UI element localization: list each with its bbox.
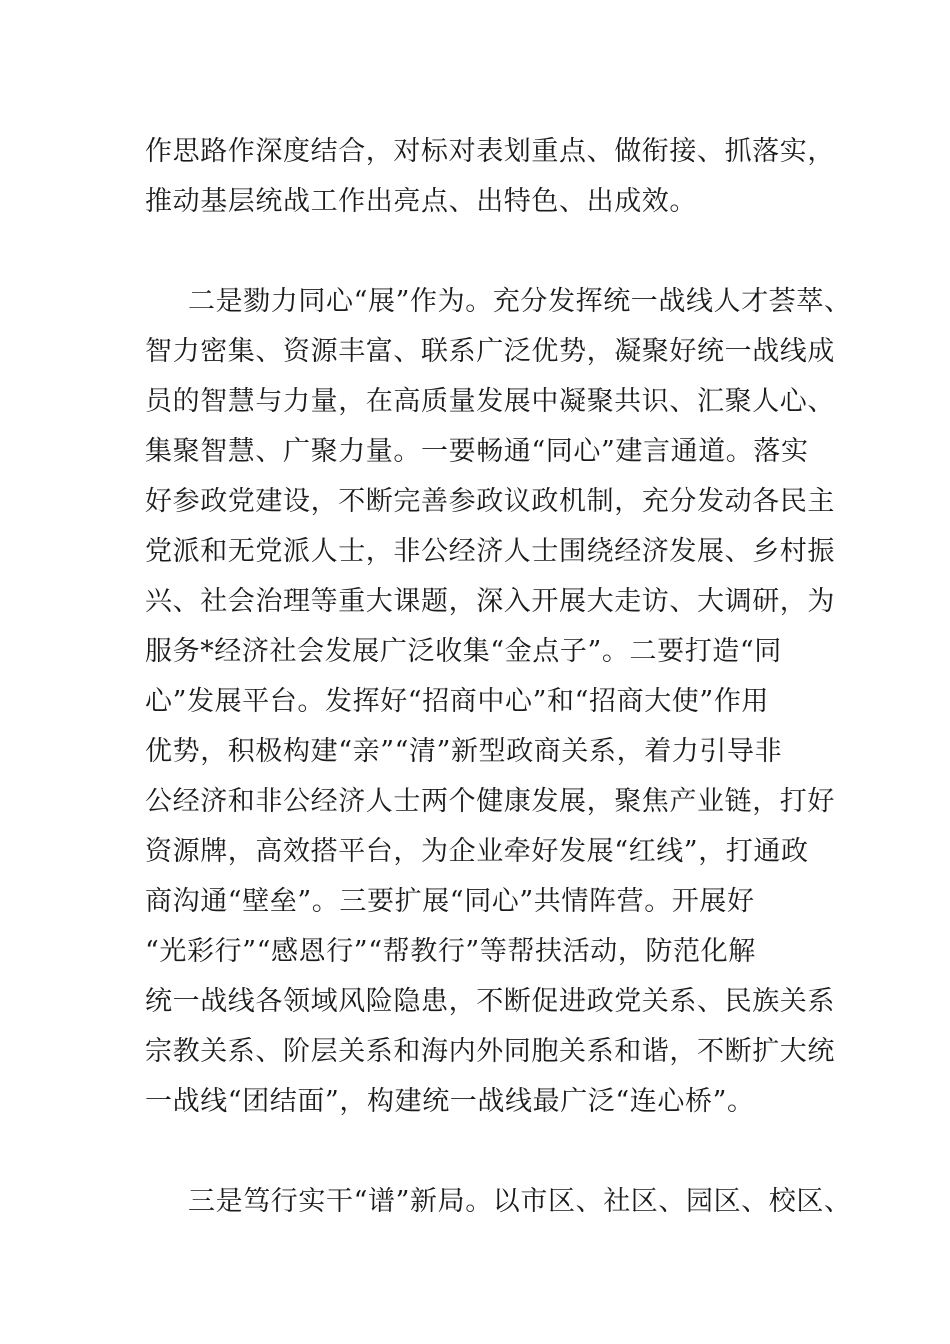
text-line: 宗教关系、阶层关系和海内外同胞关系和谐，不断扩大统 [145,1036,835,1067]
paragraph-heading-line: 二是勠力同心“展”作为。充分发挥统一战线人才荟萃、 [188,286,852,317]
text-line: 员的智慧与力量，在高质量发展中凝聚共识、汇聚人心、 [145,386,835,417]
text-line: “光彩行”“感恩行”“帮教行”等帮扶活动，防范化解 [145,936,756,967]
text-line: 资源牌，高效搭平台，为企业牵好发展“红线”，打通政 [145,836,809,867]
text-line: 心”发展平台。发挥好“招商中心”和“招商大使”作用 [145,686,770,717]
text-line: 智力密集、资源丰富、联系广泛优势，凝聚好统一战线成 [145,336,835,367]
text-line: 集聚智慧、广聚力量。一要畅通“同心”建言通道。落实 [145,436,809,467]
text-line: 兴、社会治理等重大课题，深入开展大走访、大调研，为 [145,586,835,617]
text-line: 服务*经济社会发展广泛收集“金点子”。二要打造“同 [145,636,782,667]
text-line: 公经济和非公经济人士两个健康发展，聚焦产业链，打好 [145,786,835,817]
text-line: 推动基层统战工作出亮点、出特色、出成效。 [145,186,697,217]
text-line: 党派和无党派人士，非公经济人士围绕经济发展、乡村振 [145,536,835,567]
text-line: 商沟通“壁垒”。三要扩展“同心”共情阵营。开展好 [145,886,755,917]
paragraph-heading-line: 三是笃行实干“谱”新局。以市区、社区、园区、校区、 [188,1186,852,1217]
text-line: 作思路作深度结合，对标对表划重点、做衔接、抓落实， [145,136,835,167]
text-line: 优势，积极构建“亲”“清”新型政商关系，着力引导非 [145,736,783,767]
text-line: 好参政党建设，不断完善参政议政机制，充分发动各民主 [145,486,835,517]
text-line: 统一战线各领域风险隐患，不断促进政党关系、民族关系 [145,986,835,1017]
text-line: 一战线“团结面”，构建统一战线最广泛“连心桥”。 [145,1086,755,1117]
